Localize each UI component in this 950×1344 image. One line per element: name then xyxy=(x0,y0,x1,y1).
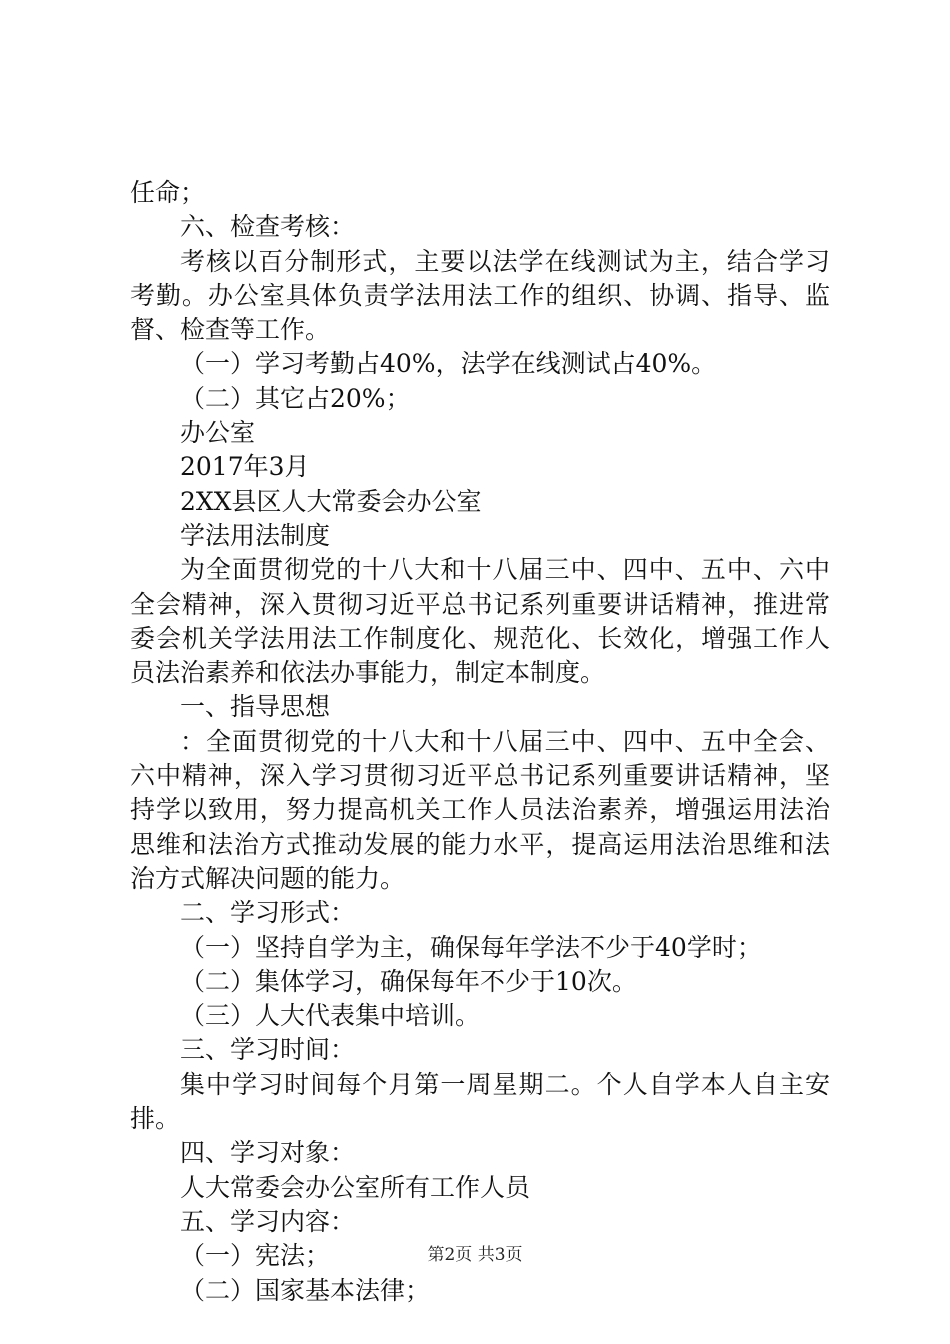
text-line: 全会精神，深入贯彻习近平总书记系列重要讲话精神，推进常 xyxy=(130,589,830,619)
text-line: 治方式解决问题的能力。 xyxy=(130,863,406,893)
text-line: 考勤。办公室具体负责学法用法工作的组织、协调、指导、监 xyxy=(130,280,830,310)
list-item: （三）人大代表集中培训。 xyxy=(180,1001,481,1031)
signature-office: 办公室 xyxy=(180,418,256,448)
text-line: ：全面贯彻党的十八大和十八届三中、四中、五中全会、 xyxy=(180,726,830,756)
text-line: 督、检查等工作。 xyxy=(130,315,331,345)
section-heading: 五、学习内容： xyxy=(180,1206,356,1236)
signature-date: 2017年3月 xyxy=(180,452,310,482)
section-heading: 六、检查考核： xyxy=(180,212,356,242)
list-item: （一）学习考勤占40%，法学在线测试占40%。 xyxy=(180,349,717,379)
list-item: （二）集体学习，确保每年不少于10次。 xyxy=(180,966,637,996)
text-line: 委会机关学法用法工作制度化、规范化、长效化，增强工作人 xyxy=(130,623,830,653)
section-heading: 二、学习形式： xyxy=(180,898,356,928)
text-line: 集中学习时间每个月第一周星期二。个人自学本人自主安 xyxy=(180,1069,830,1099)
text-line: 排。 xyxy=(130,1104,181,1134)
text-line: 为全面贯彻党的十八大和十八届三中、四中、五中、六中 xyxy=(180,555,830,585)
text-line: 思维和法治方式推动发展的能力水平，提高运用法治思维和法 xyxy=(130,829,830,859)
text-line: 考核以百分制形式，主要以法学在线测试为主，结合学习 xyxy=(180,246,830,276)
page-number-footer: 第2页 共3页 xyxy=(427,1245,523,1265)
text-line: 六中精神，深入学习贯彻习近平总书记系列重要讲话精神，坚 xyxy=(130,761,830,791)
text-line: 人大常委会办公室所有工作人员 xyxy=(180,1172,531,1202)
organization-name: 2XX县区人大常委会办公室 xyxy=(180,486,482,516)
list-item: （一）坚持自学为主，确保每年学法不少于40学时； xyxy=(180,932,762,962)
list-item: （二）其它占20%； xyxy=(180,383,411,413)
document-body xyxy=(130,176,830,1308)
text-line: 持学以致用，努力提高机关工作人员法治素养，增强运用法治 xyxy=(130,795,830,825)
document-title: 学法用法制度 xyxy=(180,520,331,550)
text-line: 任命； xyxy=(130,178,206,207)
section-heading: 三、学习时间： xyxy=(180,1035,356,1065)
text-line: 员法治素养和依法办事能力，制定本制度。 xyxy=(130,658,606,688)
list-item: （一）宪法； xyxy=(180,1241,331,1271)
section-heading: 一、指导思想 xyxy=(180,692,331,722)
section-heading: 四、学习对象： xyxy=(180,1138,356,1168)
list-item: （二）国家基本法律； xyxy=(180,1275,431,1305)
